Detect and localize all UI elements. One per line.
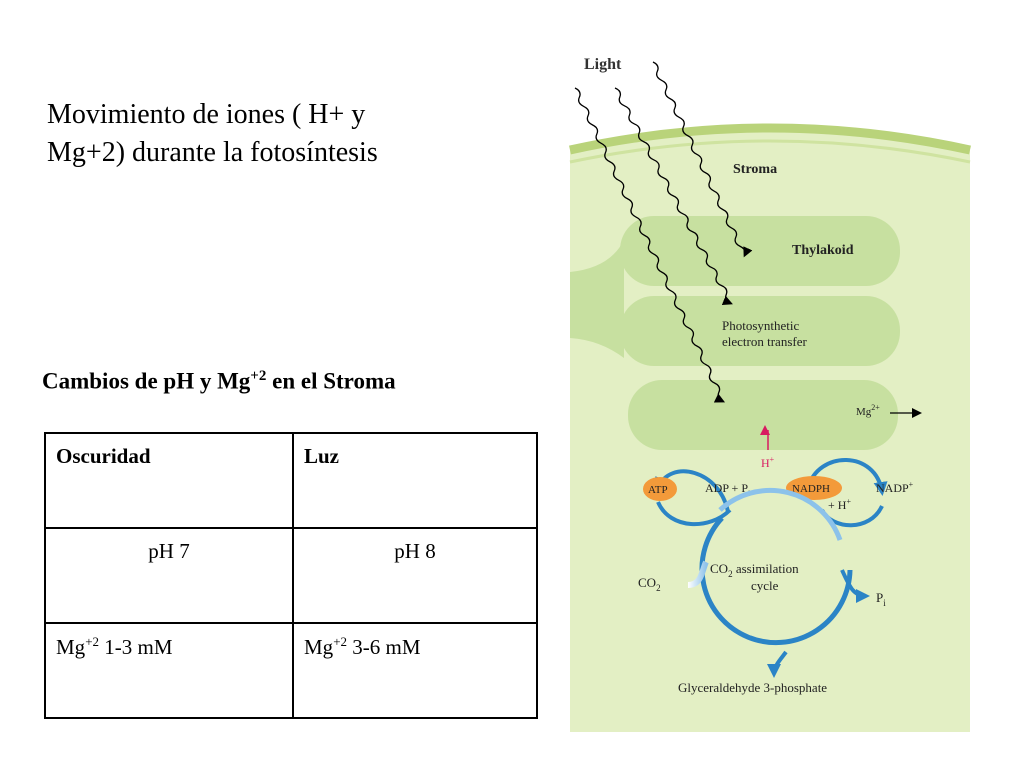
mg-label: $Mg^{2+}$ [856,403,880,418]
nadph-label: NADPH [792,483,830,495]
co2-label: $CO_2$ [638,575,661,593]
pet-label-line1: Photosynthetic [722,318,800,333]
mg-dark-suffix: 1-3 mM [99,635,173,659]
plus-h-label: + H+ [828,497,851,512]
caption-suffix: en el Stroma [266,368,396,394]
thylakoid-label: Thylakoid [792,243,854,258]
chloroplast-diagram [560,40,980,740]
table-row-mg [45,623,537,718]
mg-light-sup: +2 [333,634,348,649]
slide-title [47,96,517,172]
header-dark: Oscuridad [45,433,293,528]
caption-sup: +2 [250,368,267,384]
cycle-label-line2: cycle [751,578,779,593]
cell-ph-light: pH 8 [293,528,537,623]
pet-label-line2: electron transfer [722,334,807,349]
mg-light-prefix: Mg [304,635,334,659]
cycle-label-line1: $CO_2$ assimilation [710,561,799,579]
cell-mg-dark [45,623,293,718]
mg-light-suffix: 3-6 mM [347,635,421,659]
table-caption [42,368,396,395]
thylakoid-1 [620,216,900,286]
nadp-label: NADP+ [876,480,914,495]
table-header-row [45,433,537,528]
atp-label: ATP [648,484,668,496]
pi-label: $P_i$ [876,590,886,608]
adp-label: ADP + $P_i$ [705,481,751,498]
cell-mg-light [293,623,537,718]
title-line-1: Movimiento de iones ( H+ y [47,99,366,130]
light-label: Light [584,56,622,73]
cell-ph-dark: pH 7 [45,528,293,623]
caption-prefix: Cambios de pH y Mg [42,368,251,394]
g3p-label: Glyceraldehyde 3-phosphate [678,680,828,695]
conditions-table [44,432,538,719]
mg-dark-sup: +2 [85,634,100,649]
mg-dark-prefix: Mg [56,635,86,659]
table-row-ph [45,528,537,623]
stroma-label: Stroma [733,162,778,177]
title-line-2: Mg+2) durante la fotosíntesis [47,137,378,168]
proton-label: H+ [761,455,775,470]
header-light: Luz [293,433,537,528]
